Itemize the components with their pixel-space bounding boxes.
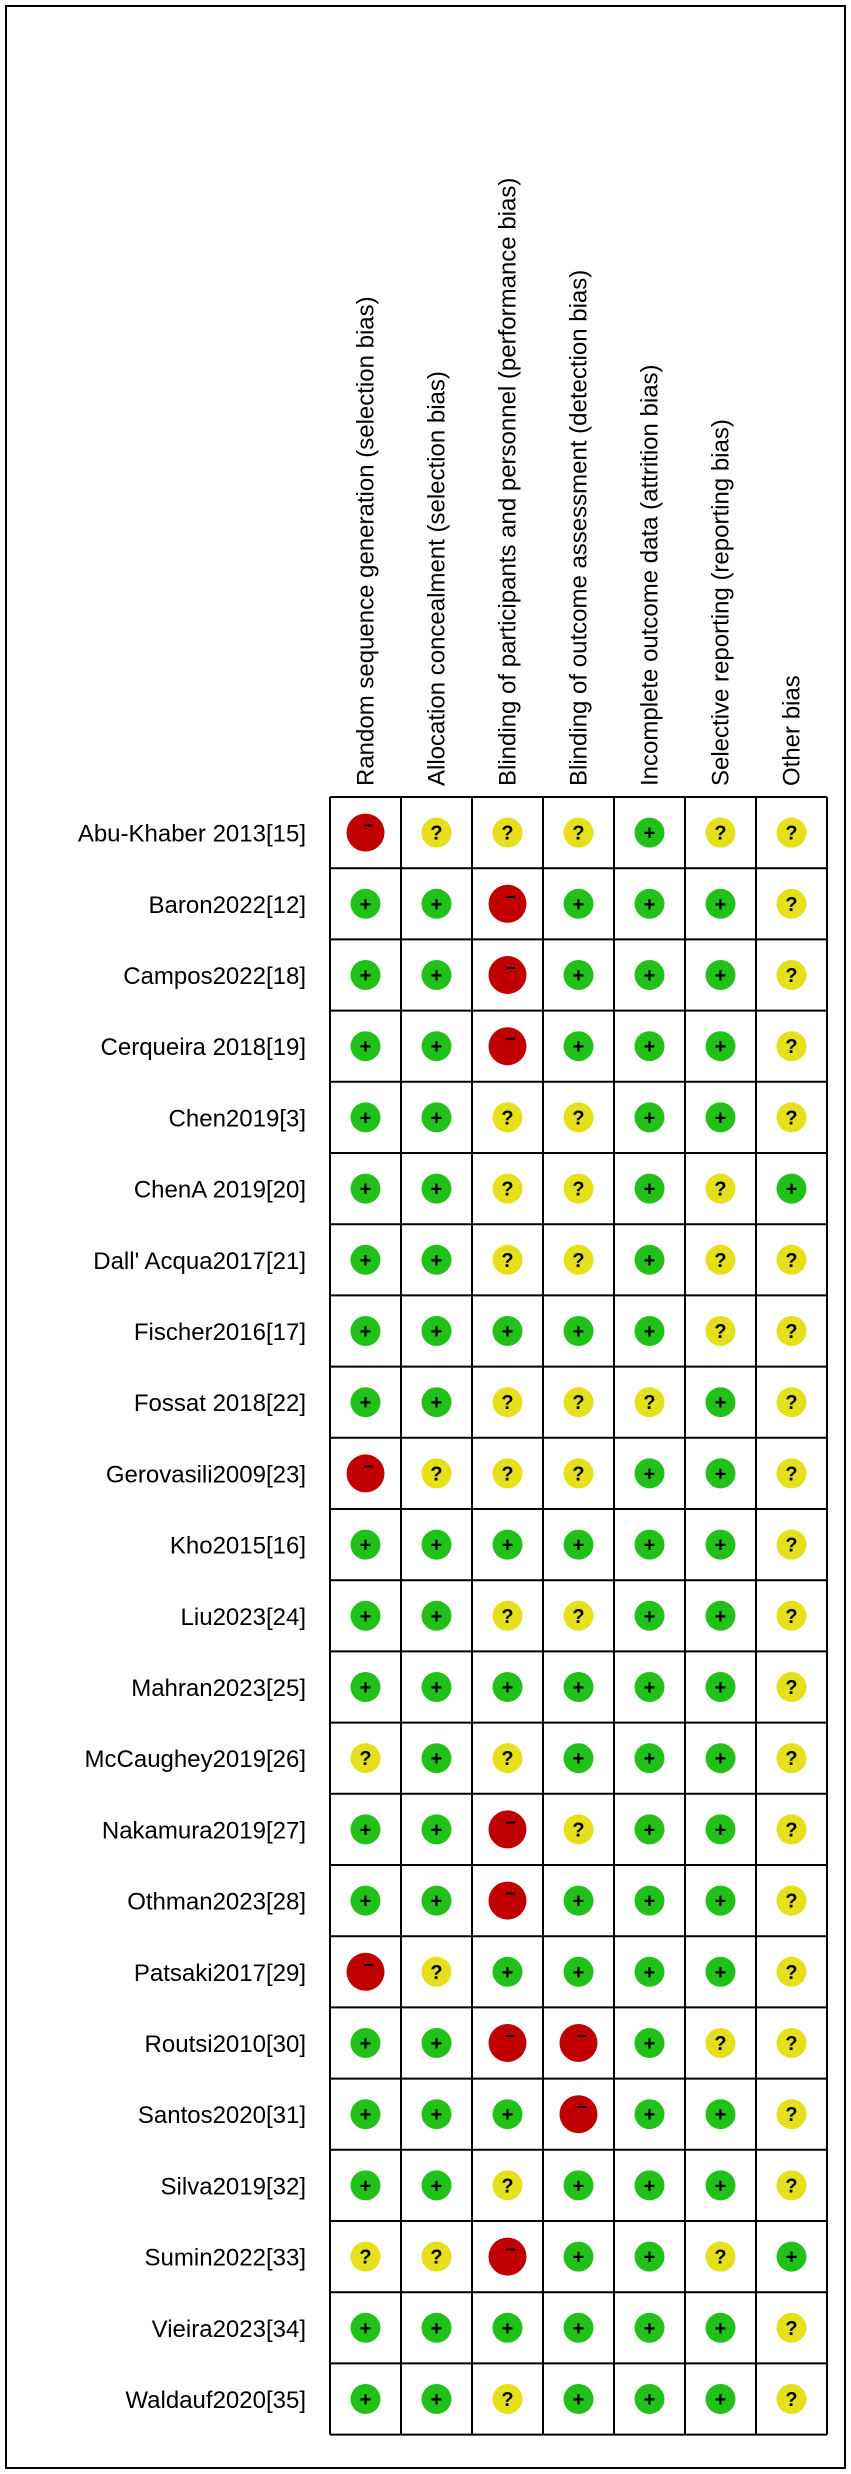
rating-low-symbol: + (714, 1463, 727, 1486)
rating-low-symbol: + (572, 1534, 585, 1557)
study-label: Sumin2022[33] (144, 2244, 306, 2272)
column-header: Blinding of participants and personnel (performance bias) (494, 177, 522, 786)
study-label: Liu2023[24] (180, 1603, 306, 1631)
rating-low-symbol: + (430, 2175, 443, 2198)
column-headers (353, 178, 806, 786)
rating-unclear-symbol: ? (785, 1036, 798, 1059)
rating-low-symbol: + (572, 1890, 585, 1913)
rating-high-symbol: − (505, 958, 516, 978)
rating-unclear-symbol: ? (572, 1819, 585, 1842)
rating-unclear-symbol: ? (572, 1249, 585, 1272)
column-header: Other bias (778, 675, 806, 786)
rating-unclear-symbol: ? (572, 1107, 585, 1130)
rating-unclear-symbol: ? (501, 1107, 514, 1130)
rating-low-symbol: + (714, 1036, 727, 1059)
rating-low-symbol: + (359, 1392, 372, 1415)
rating-low-symbol: + (643, 1748, 656, 1771)
study-label: Silva2019[32] (160, 2173, 306, 2201)
rating-low-symbol: + (572, 1677, 585, 1699)
rating-unclear-symbol: ? (501, 2389, 514, 2411)
rating-low-symbol: + (643, 1677, 656, 1699)
rating-unclear-symbol: ? (785, 893, 798, 916)
rating-low-symbol: + (430, 1890, 443, 1913)
study-labels (78, 821, 306, 2414)
rating-high-symbol: − (576, 2026, 587, 2046)
rating-low-symbol: + (643, 965, 656, 987)
rating-low-symbol: + (430, 2104, 443, 2127)
column-header: Random sequence generation (selection bias) (352, 296, 380, 786)
study-label: Fossat 2018[22] (133, 1390, 306, 1418)
study-label: Othman2023[28] (127, 1888, 306, 1916)
rating-low-symbol: + (430, 1677, 443, 1699)
rating-low-symbol: + (643, 2389, 656, 2411)
rating-low-symbol: + (714, 2104, 727, 2127)
rating-low-symbol: + (643, 1249, 656, 1272)
rating-unclear-symbol: ? (572, 1463, 585, 1486)
rating-high-symbol: − (505, 2026, 516, 2046)
rating-low-symbol: + (785, 1178, 798, 1201)
study-label: Patsaki2017[29] (133, 1959, 306, 1987)
rating-unclear-symbol: ? (501, 822, 514, 845)
column-header: Selective reporting (reporting bias) (707, 419, 735, 786)
rating-unclear-symbol: ? (501, 2175, 514, 2198)
rating-unclear-symbol: ? (501, 1605, 514, 1628)
rating-low-symbol: + (572, 893, 585, 916)
study-label: Chen2019[3] (168, 1105, 306, 1133)
rating-low-symbol: + (714, 1819, 727, 1842)
rating-low-symbol: + (501, 2317, 514, 2340)
study-label: Nakamura2019[27] (101, 1817, 306, 1845)
rating-unclear-symbol: ? (430, 1961, 443, 1984)
rating-low-symbol: + (643, 1178, 656, 1201)
rating-unclear-symbol: ? (430, 2246, 443, 2269)
rating-low-symbol: + (714, 965, 727, 987)
rating-unclear-symbol: ? (643, 1392, 656, 1415)
rating-low-symbol: + (359, 2175, 372, 2198)
rating-low-symbol: + (430, 1534, 443, 1557)
rating-high-symbol: − (505, 1812, 516, 1833)
rating-low-symbol: + (359, 1890, 372, 1913)
rating-low-symbol: + (501, 2104, 514, 2127)
rating-low-symbol: + (430, 1819, 443, 1842)
rating-unclear-symbol: ? (785, 1748, 798, 1771)
rating-low-symbol: + (643, 1321, 656, 1343)
rating-low-symbol: + (359, 1819, 372, 1842)
rating-unclear-symbol: ? (572, 1392, 585, 1415)
study-label: Baron2022[12] (148, 891, 306, 919)
rating-unclear-symbol: ? (359, 2246, 372, 2269)
rating-high-symbol: − (576, 2097, 587, 2118)
rating-low-symbol: + (359, 2389, 372, 2411)
study-label: Fischer2016[17] (133, 1319, 306, 1346)
rating-unclear-symbol: ? (785, 1392, 798, 1415)
rating-low-symbol: + (714, 1890, 727, 1913)
rating-low-symbol: + (359, 1321, 372, 1343)
rating-low-symbol: + (643, 1605, 656, 1628)
rating-low-symbol: + (430, 1178, 443, 1201)
rating-low-symbol: + (430, 1748, 443, 1771)
rating-unclear-symbol: ? (359, 1748, 372, 1771)
rating-unclear-symbol: ? (785, 2033, 798, 2055)
rating-unclear-symbol: ? (785, 1463, 798, 1486)
rating-unclear-symbol: ? (714, 822, 727, 845)
study-label: Mahran2023[25] (131, 1675, 306, 1702)
rating-low-symbol: + (643, 1890, 656, 1913)
rating-low-symbol: + (714, 1748, 727, 1771)
rating-low-symbol: + (430, 1605, 443, 1628)
rating-high-symbol: − (363, 815, 374, 836)
rating-low-symbol: + (359, 1178, 372, 1201)
rating-low-symbol: + (643, 2033, 656, 2055)
rating-unclear-symbol: ? (501, 1178, 514, 1201)
rating-low-symbol: + (643, 2246, 656, 2269)
rating-low-symbol: + (572, 2317, 585, 2340)
rating-low-symbol: + (501, 1321, 514, 1343)
rating-low-symbol: + (643, 1961, 656, 1984)
rating-unclear-symbol: ? (501, 1748, 514, 1771)
rating-unclear-symbol: ? (501, 1392, 514, 1415)
rating-low-symbol: + (501, 1677, 514, 1699)
rating-low-symbol: + (643, 2317, 656, 2340)
study-label: Gerovasili2009[23] (105, 1461, 306, 1489)
rating-unclear-symbol: ? (501, 1463, 514, 1486)
rating-low-symbol: + (785, 2246, 798, 2269)
study-label: Cerqueira 2018[19] (100, 1034, 306, 1062)
study-label: Dall' Acqua2017[21] (93, 1247, 306, 1275)
rating-low-symbol: + (572, 965, 585, 987)
rating-low-symbol: + (714, 1605, 727, 1628)
rating-unclear-symbol: ? (785, 2175, 798, 2198)
rating-unclear-symbol: ? (714, 2246, 727, 2269)
study-label: Waldauf2020[35] (125, 2387, 306, 2414)
rating-low-symbol: + (714, 2317, 727, 2340)
rating-low-symbol: + (714, 1107, 727, 1130)
rating-unclear-symbol: ? (785, 1107, 798, 1130)
rating-unclear-symbol: ? (785, 2389, 798, 2411)
rating-low-symbol: + (359, 965, 372, 987)
rating-low-symbol: + (643, 2104, 656, 2127)
rating-unclear-symbol: ? (572, 1178, 585, 1201)
rating-unclear-symbol: ? (714, 2033, 727, 2055)
rating-unclear-symbol: ? (430, 1463, 443, 1486)
rating-low-symbol: + (501, 1534, 514, 1557)
rating-high-symbol: − (505, 886, 516, 907)
rating-low-symbol: + (430, 1036, 443, 1059)
rating-low-symbol: + (572, 1748, 585, 1771)
rating-low-symbol: + (501, 1961, 514, 1984)
rating-unclear-symbol: ? (785, 822, 798, 845)
rating-low-symbol: + (572, 2175, 585, 2198)
rating-unclear-symbol: ? (714, 1321, 727, 1343)
column-header: Blinding of outcome assessment (detection bias) (565, 269, 593, 786)
rating-unclear-symbol: ? (785, 1605, 798, 1628)
rating-high-symbol: − (505, 2239, 516, 2260)
rating-low-symbol: + (430, 2317, 443, 2340)
rating-low-symbol: + (359, 1249, 372, 1272)
rating-low-symbol: + (572, 1321, 585, 1343)
rating-low-symbol: + (430, 1249, 443, 1272)
rating-low-symbol: + (714, 1961, 727, 1984)
rating-low-symbol: + (714, 1392, 727, 1415)
study-label: Campos2022[18] (123, 963, 306, 990)
rating-unclear-symbol: ? (501, 1249, 514, 1272)
rating-low-symbol: + (359, 2317, 372, 2340)
rating-unclear-symbol: ? (785, 1961, 798, 1984)
rating-high-symbol: − (363, 1954, 374, 1975)
rating-low-symbol: + (643, 822, 656, 845)
rating-low-symbol: + (714, 893, 727, 916)
study-label: McCaughey2019[26] (84, 1746, 306, 1774)
rating-high-symbol: − (363, 1456, 374, 1477)
rating-low-symbol: + (359, 1036, 372, 1059)
rating-low-symbol: + (643, 1463, 656, 1486)
rating-low-symbol: + (430, 1321, 443, 1343)
rating-unclear-symbol: ? (785, 1534, 798, 1557)
rating-low-symbol: + (430, 1392, 443, 1415)
rating-low-symbol: + (430, 1107, 443, 1130)
rating-unclear-symbol: ? (430, 822, 443, 845)
rating-low-symbol: + (643, 2175, 656, 2198)
rating-unclear-symbol: ? (785, 965, 798, 987)
rating-low-symbol: + (430, 2389, 443, 2411)
study-label: Kho2015[16] (169, 1532, 306, 1560)
rating-unclear-symbol: ? (714, 1178, 727, 1201)
study-label: Routsi2010[30] (144, 2031, 306, 2058)
rating-unclear-symbol: ? (785, 2317, 798, 2340)
column-header: Allocation concealment (selection bias) (423, 371, 451, 786)
rating-low-symbol: + (643, 1036, 656, 1059)
rating-unclear-symbol: ? (572, 1605, 585, 1628)
rating-unclear-symbol: ? (785, 1819, 798, 1842)
rating-high-symbol: − (505, 1883, 516, 1904)
rating-low-symbol: + (430, 965, 443, 987)
rating-unclear-symbol: ? (785, 1249, 798, 1272)
rating-unclear-symbol: ? (572, 822, 585, 845)
rating-unclear-symbol: ? (785, 1321, 798, 1343)
study-label: Abu-Khaber 2013[15] (77, 820, 306, 848)
rating-unclear-symbol: ? (785, 1890, 798, 1913)
rating-unclear-symbol: ? (785, 1677, 798, 1699)
rating-low-symbol: + (359, 1534, 372, 1557)
rating-high-symbol: − (505, 1029, 516, 1050)
rating-low-symbol: + (643, 1534, 656, 1557)
rating-low-symbol: + (430, 893, 443, 916)
rating-low-symbol: + (714, 2389, 727, 2411)
rating-low-symbol: + (572, 1036, 585, 1059)
column-header: Incomplete outcome data (attrition bias) (636, 364, 664, 786)
rating-low-symbol: + (643, 893, 656, 916)
rating-low-symbol: + (430, 2033, 443, 2055)
rating-low-symbol: + (572, 2246, 585, 2269)
rating-low-symbol: + (359, 893, 372, 916)
rating-low-symbol: + (359, 1677, 372, 1699)
rating-low-symbol: + (359, 1605, 372, 1628)
rating-low-symbol: + (359, 1107, 372, 1130)
study-label: ChenA 2019[20] (133, 1176, 306, 1204)
rating-low-symbol: + (714, 1677, 727, 1699)
ratings-grid (330, 797, 827, 2435)
rating-low-symbol: + (643, 1819, 656, 1842)
rating-low-symbol: + (359, 2104, 372, 2127)
rating-low-symbol: + (359, 2033, 372, 2055)
rating-low-symbol: + (714, 2175, 727, 2198)
rating-low-symbol: + (572, 2389, 585, 2411)
rating-unclear-symbol: ? (785, 2104, 798, 2127)
rating-low-symbol: + (714, 1534, 727, 1557)
rating-low-symbol: + (643, 1107, 656, 1130)
study-label: Vieira2023[34] (151, 2315, 306, 2343)
study-label: Santos2020[31] (137, 2102, 306, 2130)
rating-low-symbol: + (572, 1961, 585, 1984)
rating-unclear-symbol: ? (714, 1249, 727, 1272)
